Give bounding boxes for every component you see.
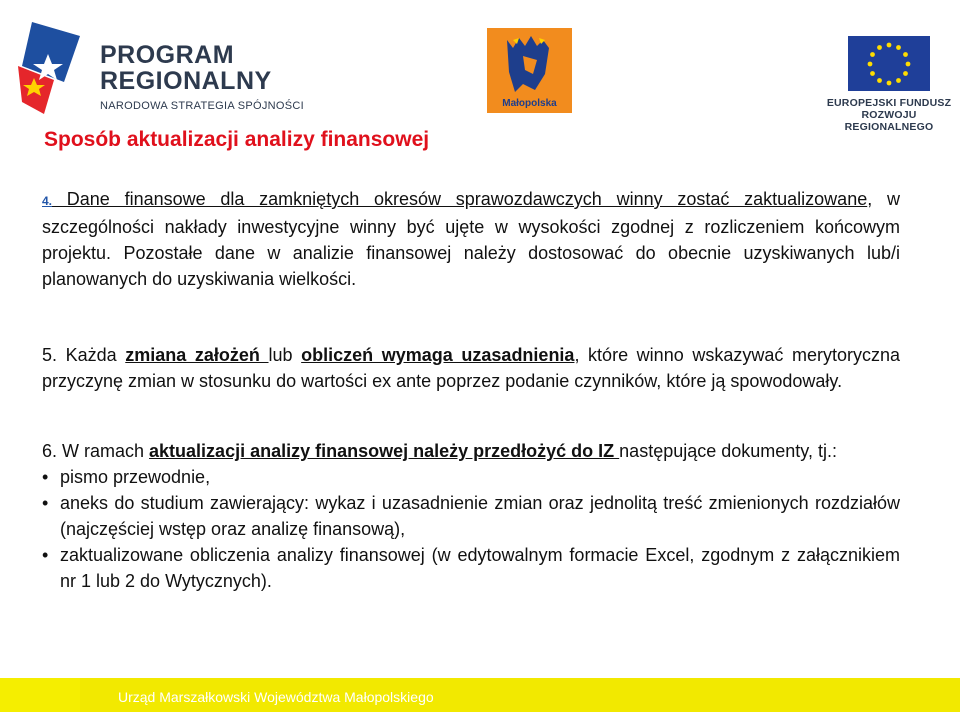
program-label: PROGRAM	[100, 41, 235, 69]
list-item-text: zaktualizowane obliczenia analizy finansowej (w edytowalnym formacie Excel, zgodnym z załącznikiem nr 1 lub 2 do Wytycznych).	[60, 545, 900, 591]
regionalny-label: REGIONALNY	[100, 67, 272, 95]
paragraph-5-start: 5. Każda	[42, 345, 126, 365]
eu-fund-logo	[818, 36, 958, 133]
eu-flag-icon	[848, 36, 930, 91]
bullet-icon: •	[42, 545, 49, 565]
footer	[0, 678, 960, 712]
list-item-text: pismo przewodnie,	[60, 467, 211, 487]
paragraph-4	[42, 186, 900, 292]
list-item	[42, 490, 900, 542]
eu-fund-label-line1: EUROPEJSKI FUNDUSZ	[826, 97, 952, 109]
documents-list	[42, 464, 900, 594]
eu-fund-label-line2: ROZWOJU REGIONALNEGO	[844, 109, 934, 133]
bullet-icon: •	[42, 493, 49, 513]
paragraph-4-text: , w szczególności nakłady inwestycyjne winny być ujęte w wysokości zgodnej z rozliczeniem końcowym projektu. Pozostałe dane w analizie finansowej należy dostosować do obecnie uzyskiwanych lub/i planowanych do uzyskiwania wielkości.	[42, 189, 900, 289]
list-item	[42, 464, 900, 490]
paragraph-5-emphasis-1: zmiana założeń	[125, 345, 269, 365]
malopolska-logo	[487, 28, 572, 113]
program-regionalny-wordmark	[100, 42, 304, 112]
paragraph-6-start: 6. W ramach	[42, 441, 150, 461]
slide-title: Sposób aktualizacji analizy finansowej	[44, 128, 430, 151]
paragraph-6-emphasis: aktualizacji analizy finansowej należy przedłożyć do IZ	[149, 441, 620, 461]
list-item	[42, 542, 900, 594]
paragraph-4-underlined: Dane finansowe dla zamkniętych okresów sprawozdawczych winny zostać zaktualizowane	[52, 189, 868, 209]
paragraph-5-mid: lub	[268, 345, 302, 365]
footer-text: Urząd Marszałkowski Województwa Małopolskiego	[118, 689, 434, 705]
bullet-icon: •	[42, 467, 49, 487]
paragraph-4-number: 4.	[42, 194, 53, 208]
program-regionalny-emblem-icon	[18, 22, 93, 114]
paragraph-6-text: następujące dokumenty, tj.:	[619, 441, 837, 461]
paragraph-5	[42, 342, 900, 394]
malopolska-label: Małopolska	[502, 98, 557, 109]
malopolska-emblem-icon	[499, 34, 559, 96]
paragraph-5-text: , które winno wskazywać merytoryczna przyczynę zmian w stosunku do wartości ex ante poprzez podanie czynników, które ją spowodowały.	[42, 345, 900, 391]
program-regionalny-logo	[18, 22, 318, 117]
paragraph-6	[42, 438, 900, 464]
paragraph-5-emphasis-2: obliczeń wymaga uzasadnienia	[301, 345, 575, 365]
strategy-label: NARODOWA STRATEGIA SPÓJNOŚCI	[100, 100, 304, 112]
list-item-text: aneks do studium zawierający: wykaz i uzasadnienie zmian oraz jednolitą treść zmienionych rozdziałów (najczęściej wstęp oraz analizę finansową),	[60, 493, 900, 539]
slide-content	[42, 186, 900, 594]
